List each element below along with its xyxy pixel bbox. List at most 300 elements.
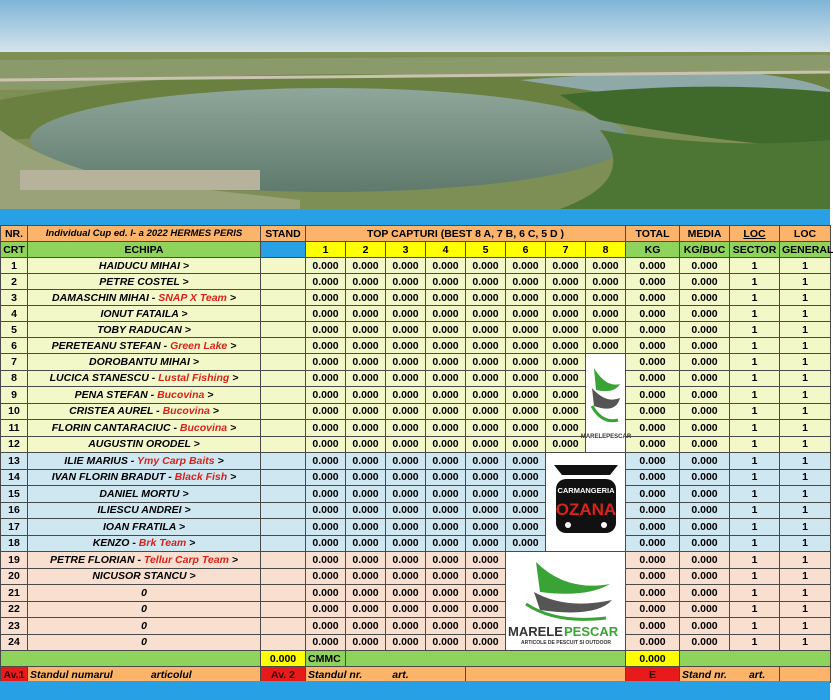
- stand-cell[interactable]: [261, 338, 306, 354]
- catch-value[interactable]: 0.000: [386, 322, 426, 338]
- sector-header: SECTOR: [730, 242, 780, 258]
- catch-value[interactable]: 0.000: [386, 469, 426, 486]
- loc-sector: 1: [730, 370, 780, 387]
- catch-value[interactable]: 0.000: [586, 274, 626, 290]
- catch-value[interactable]: 0.000: [426, 370, 466, 387]
- loc-sector: 1: [730, 290, 780, 306]
- stand-cell[interactable]: [261, 552, 306, 569]
- catch-value[interactable]: 0.000: [306, 354, 346, 371]
- loc-sector: 1: [730, 634, 780, 651]
- catch-value[interactable]: 0.000: [506, 535, 546, 552]
- row-arrow: >: [229, 291, 236, 304]
- loc-general: 1: [780, 469, 831, 486]
- catch-value[interactable]: 0.000: [346, 436, 386, 453]
- loc-sector: 1: [730, 519, 780, 536]
- table-row: [1, 634, 831, 651]
- catch-value[interactable]: 0.000: [306, 486, 346, 503]
- stand-cell[interactable]: [261, 403, 306, 420]
- total-kg: 0.000: [626, 290, 680, 306]
- catch-value[interactable]: 0.000: [426, 585, 466, 602]
- team-name: Ymy Carp Baits: [137, 454, 215, 467]
- catch-value[interactable]: 0.000: [346, 552, 386, 569]
- catch-value[interactable]: 0.000: [506, 370, 546, 387]
- catch-value[interactable]: 0.000: [466, 535, 506, 552]
- stand-cell[interactable]: [261, 420, 306, 437]
- row-arrow: >: [212, 405, 219, 418]
- catch-value[interactable]: 0.000: [586, 338, 626, 354]
- catch-value[interactable]: 0.000: [386, 306, 426, 322]
- loc-general: 1: [780, 436, 831, 453]
- stand-cell[interactable]: [261, 387, 306, 404]
- catch-value[interactable]: 0.000: [306, 370, 346, 387]
- media-kgbuc: 0.000: [680, 338, 730, 354]
- competitor-name: [28, 453, 261, 470]
- catch-value[interactable]: 0.000: [306, 453, 346, 470]
- catch-value[interactable]: 0.000: [506, 322, 546, 338]
- row-number: 24: [1, 634, 28, 651]
- catch-value[interactable]: 0.000: [426, 258, 466, 274]
- catch-value[interactable]: 0.000: [306, 306, 346, 322]
- sponsor-logo-cell: [580, 354, 632, 453]
- catch-value[interactable]: 0.000: [346, 290, 386, 306]
- catch-value[interactable]: 0.000: [306, 290, 346, 306]
- competitor-name-text: IOAN FRATILA: [103, 520, 176, 533]
- catch-value[interactable]: 0.000: [466, 274, 506, 290]
- e-label: E: [626, 667, 680, 683]
- row-number: 13: [1, 453, 28, 470]
- catch-value[interactable]: 0.000: [306, 274, 346, 290]
- stand-cell[interactable]: [261, 568, 306, 585]
- catch-value[interactable]: 0.000: [306, 568, 346, 585]
- stand-cell[interactable]: [261, 274, 306, 290]
- stand-cell[interactable]: [261, 502, 306, 519]
- catch-value[interactable]: 0.000: [346, 585, 386, 602]
- catch-value[interactable]: 0.000: [546, 370, 586, 387]
- loc-sector: 1: [730, 338, 780, 354]
- catch-value[interactable]: 0.000: [346, 354, 386, 371]
- header-row-2: [1, 242, 831, 258]
- catch-value[interactable]: 0.000: [546, 354, 586, 371]
- catch-value[interactable]: 0.000: [346, 322, 386, 338]
- catch-value[interactable]: 0.000: [426, 290, 466, 306]
- total-kg: 0.000: [626, 370, 680, 387]
- catch-value[interactable]: 0.000: [306, 535, 346, 552]
- catch-value[interactable]: 0.000: [506, 387, 546, 404]
- catch-value[interactable]: 0.000: [426, 568, 466, 585]
- catch-value[interactable]: 0.000: [546, 322, 586, 338]
- bottom-blue-bar: [0, 681, 830, 700]
- loc-sector: 1: [730, 552, 780, 569]
- catch-value[interactable]: 0.000: [466, 387, 506, 404]
- competitor-name: [28, 552, 261, 569]
- loc-general: 1: [780, 322, 831, 338]
- top-blue-bar: [0, 209, 830, 225]
- catch-value[interactable]: 0.000: [426, 338, 466, 354]
- catch-header-1: 1: [306, 242, 346, 258]
- team-name: Lustal Fishing: [158, 372, 230, 385]
- catch-value[interactable]: 0.000: [386, 258, 426, 274]
- catch-value[interactable]: 0.000: [306, 618, 346, 635]
- media-kgbuc: 0.000: [680, 453, 730, 470]
- row-number: 3: [1, 290, 28, 306]
- catch-value[interactable]: 0.000: [346, 338, 386, 354]
- catch-value[interactable]: 0.000: [426, 469, 466, 486]
- catch-value[interactable]: 0.000: [346, 601, 386, 618]
- catch-value[interactable]: 0.000: [426, 322, 466, 338]
- competitor-name: [28, 354, 261, 371]
- catch-value[interactable]: 0.000: [426, 601, 466, 618]
- total-kg: 0.000: [626, 436, 680, 453]
- catch-value[interactable]: 0.000: [386, 552, 426, 569]
- stand-cell[interactable]: [261, 601, 306, 618]
- total-sum-value: 0.000: [626, 651, 680, 667]
- row-arrow: >: [230, 339, 237, 352]
- total-kg: 0.000: [626, 585, 680, 602]
- header-row-1: [1, 226, 831, 242]
- catch-value[interactable]: 0.000: [586, 290, 626, 306]
- media-kgbuc: 0.000: [680, 618, 730, 635]
- catch-value[interactable]: 0.000: [546, 338, 586, 354]
- competitor-name: [28, 486, 261, 503]
- row-arrow: >: [232, 372, 239, 385]
- footer-empty: [346, 651, 626, 667]
- table-row: [1, 387, 831, 404]
- catch-value[interactable]: 0.000: [466, 453, 506, 470]
- catch-header-8: 8: [586, 242, 626, 258]
- catch-value[interactable]: 0.000: [386, 290, 426, 306]
- row-number: 15: [1, 486, 28, 503]
- av1-label: Av.1: [1, 667, 28, 683]
- loc-sector: 1: [730, 322, 780, 338]
- loc-sector: 1: [730, 502, 780, 519]
- stand-cell[interactable]: [261, 258, 306, 274]
- catch-value[interactable]: 0.000: [346, 519, 386, 536]
- stand-cell[interactable]: [261, 436, 306, 453]
- catch-value[interactable]: 0.000: [426, 453, 466, 470]
- catch-header-3: 3: [386, 242, 426, 258]
- table-row: [1, 354, 831, 371]
- competitor-name: [28, 568, 261, 585]
- catch-value[interactable]: 0.000: [386, 370, 426, 387]
- catch-value[interactable]: 0.000: [506, 274, 546, 290]
- stand-cell[interactable]: [261, 370, 306, 387]
- competitor-name-text: HAIDUCU MIHAI: [98, 259, 180, 272]
- row-number: 12: [1, 436, 28, 453]
- catch-value[interactable]: 0.000: [346, 618, 386, 635]
- catch-value[interactable]: 0.000: [386, 387, 426, 404]
- media-kgbuc: 0.000: [680, 354, 730, 371]
- loc-sector: 1: [730, 436, 780, 453]
- catch-value[interactable]: 0.000: [546, 274, 586, 290]
- catch-value[interactable]: 0.000: [426, 519, 466, 536]
- catch-value[interactable]: 0.000: [426, 634, 466, 651]
- row-arrow: >: [184, 323, 191, 336]
- catch-value[interactable]: 0.000: [586, 258, 626, 274]
- catch-value[interactable]: 0.000: [346, 453, 386, 470]
- table-row: [1, 519, 831, 536]
- catch-value[interactable]: 0.000: [466, 469, 506, 486]
- row-arrow: >: [182, 275, 189, 288]
- stand-cell[interactable]: [261, 486, 306, 503]
- catch-value[interactable]: 0.000: [426, 354, 466, 371]
- cmmc-label: CMMC: [306, 651, 346, 667]
- catch-value[interactable]: 0.000: [386, 519, 426, 536]
- catch-value[interactable]: 0.000: [306, 403, 346, 420]
- catch-value[interactable]: 0.000: [346, 634, 386, 651]
- catch-value[interactable]: 0.000: [346, 387, 386, 404]
- catch-header-2: 2: [346, 242, 386, 258]
- catch-value[interactable]: 0.000: [466, 634, 506, 651]
- catch-value[interactable]: 0.000: [306, 552, 346, 569]
- total-kg: 0.000: [626, 535, 680, 552]
- catch-value[interactable]: 0.000: [426, 274, 466, 290]
- svg-text:PESCAR: PESCAR: [564, 624, 619, 639]
- catch-value[interactable]: 0.000: [426, 552, 466, 569]
- total-kg: 0.000: [626, 420, 680, 437]
- row-number: 18: [1, 535, 28, 552]
- catch-value[interactable]: 0.000: [426, 436, 466, 453]
- catch-value[interactable]: 0.000: [466, 552, 506, 569]
- table-row: [1, 322, 831, 338]
- team-name: Black Fish: [174, 471, 228, 484]
- results-table: [0, 225, 831, 683]
- catch-value[interactable]: 0.000: [546, 403, 586, 420]
- catch-value[interactable]: 0.000: [346, 502, 386, 519]
- competitor-name-text: PENA STEFAN -: [74, 388, 158, 401]
- catch-value[interactable]: 0.000: [306, 519, 346, 536]
- catch-value[interactable]: 0.000: [466, 486, 506, 503]
- total-kg: 0.000: [626, 274, 680, 290]
- competitor-name: [28, 436, 261, 453]
- catch-value[interactable]: 0.000: [506, 420, 546, 437]
- row-number: 6: [1, 338, 28, 354]
- competitor-name: [28, 274, 261, 290]
- stand-cell[interactable]: [261, 322, 306, 338]
- catch-value[interactable]: 0.000: [386, 568, 426, 585]
- team-name: Tellur Carp Team: [143, 553, 229, 566]
- catch-value[interactable]: 0.000: [506, 453, 546, 470]
- catch-value[interactable]: 0.000: [346, 486, 386, 503]
- catch-value[interactable]: 0.000: [506, 354, 546, 371]
- row-arrow: >: [182, 487, 189, 500]
- catch-value[interactable]: 0.000: [546, 436, 586, 453]
- catch-value[interactable]: 0.000: [386, 354, 426, 371]
- table-row: [1, 370, 831, 387]
- catch-value[interactable]: 0.000: [346, 306, 386, 322]
- loc-general: 1: [780, 618, 831, 635]
- footer-empty: [680, 651, 831, 667]
- media-kgbuc: 0.000: [680, 306, 730, 322]
- catch-value[interactable]: 0.000: [306, 387, 346, 404]
- stand-cell[interactable]: [261, 453, 306, 470]
- stand-cell[interactable]: [261, 290, 306, 306]
- catch-value[interactable]: 0.000: [386, 634, 426, 651]
- total-kg: 0.000: [626, 306, 680, 322]
- catch-value[interactable]: 0.000: [586, 306, 626, 322]
- stand-cell[interactable]: [261, 535, 306, 552]
- catch-value[interactable]: 0.000: [386, 420, 426, 437]
- table-row: [1, 453, 831, 470]
- stand-cell[interactable]: [261, 519, 306, 536]
- loc-general: 1: [780, 535, 831, 552]
- media-kgbuc: 0.000: [680, 601, 730, 618]
- catch-value[interactable]: 0.000: [306, 258, 346, 274]
- catch-value[interactable]: 0.000: [506, 403, 546, 420]
- stand-cell[interactable]: [261, 585, 306, 602]
- team-name: Green Lake: [170, 339, 228, 352]
- catch-value[interactable]: 0.000: [426, 535, 466, 552]
- catch-value[interactable]: 0.000: [466, 618, 506, 635]
- catch-value[interactable]: 0.000: [466, 258, 506, 274]
- catch-value[interactable]: 0.000: [506, 290, 546, 306]
- catch-value[interactable]: 0.000: [426, 306, 466, 322]
- loc-sector: 1: [730, 618, 780, 635]
- stand-cell[interactable]: [261, 634, 306, 651]
- catch-value[interactable]: 0.000: [426, 502, 466, 519]
- catch-value[interactable]: 0.000: [386, 338, 426, 354]
- catch-value[interactable]: 0.000: [386, 436, 426, 453]
- catch-value[interactable]: 0.000: [346, 258, 386, 274]
- catch-value[interactable]: 0.000: [506, 258, 546, 274]
- catch-value[interactable]: 0.000: [346, 403, 386, 420]
- catch-value[interactable]: 0.000: [506, 306, 546, 322]
- row-number: 17: [1, 519, 28, 536]
- catch-value[interactable]: 0.000: [386, 453, 426, 470]
- catch-value[interactable]: 0.000: [346, 469, 386, 486]
- catch-value[interactable]: 0.000: [426, 618, 466, 635]
- catch-value[interactable]: 0.000: [506, 519, 546, 536]
- row-number: 1: [1, 258, 28, 274]
- media-kgbuc: 0.000: [680, 568, 730, 585]
- av2-label: Av. 2: [261, 667, 306, 683]
- catch-value[interactable]: 0.000: [346, 370, 386, 387]
- team-name: Brk Team: [138, 537, 187, 550]
- catch-value[interactable]: 0.000: [506, 486, 546, 503]
- loc-sector: 1: [730, 274, 780, 290]
- catch-value[interactable]: 0.000: [386, 274, 426, 290]
- catch-value[interactable]: 0.000: [306, 601, 346, 618]
- catch-value[interactable]: 0.000: [546, 290, 586, 306]
- table-row: [1, 258, 831, 274]
- catch-value[interactable]: 0.000: [466, 519, 506, 536]
- competitor-name-text: 0: [141, 586, 147, 599]
- competitor-name: [28, 258, 261, 274]
- row-arrow: >: [181, 307, 188, 320]
- competitor-name-text: PETRE FLORIAN -: [50, 553, 144, 566]
- catch-value[interactable]: 0.000: [466, 338, 506, 354]
- loc-general: 1: [780, 634, 831, 651]
- catch-value[interactable]: 0.000: [466, 436, 506, 453]
- media-kgbuc: 0.000: [680, 535, 730, 552]
- catch-value[interactable]: 0.000: [426, 403, 466, 420]
- row-arrow: >: [207, 388, 214, 401]
- loc-general: 1: [780, 387, 831, 404]
- catch-value[interactable]: 0.000: [346, 274, 386, 290]
- catch-value[interactable]: 0.000: [386, 535, 426, 552]
- catch-value[interactable]: 0.000: [546, 258, 586, 274]
- loc-general: 1: [780, 552, 831, 569]
- catch-value[interactable]: 0.000: [466, 601, 506, 618]
- catch-value[interactable]: 0.000: [466, 354, 506, 371]
- row-arrow: >: [230, 471, 237, 484]
- catch-value[interactable]: 0.000: [466, 306, 506, 322]
- row-number: 10: [1, 403, 28, 420]
- catch-value[interactable]: 0.000: [306, 634, 346, 651]
- catch-value[interactable]: 0.000: [466, 420, 506, 437]
- catch-value[interactable]: 0.000: [346, 420, 386, 437]
- catch-value[interactable]: 0.000: [426, 420, 466, 437]
- catch-value[interactable]: 0.000: [466, 568, 506, 585]
- stand-header: STAND: [261, 226, 306, 242]
- catch-value[interactable]: 0.000: [386, 601, 426, 618]
- table-row: [1, 601, 831, 618]
- catch-value[interactable]: 0.000: [506, 469, 546, 486]
- articolul-label: articolul: [150, 668, 192, 681]
- svg-text:MARELEPESCAR: MARELEPESCAR: [580, 434, 632, 440]
- catch-value[interactable]: 0.000: [586, 322, 626, 338]
- catch-value[interactable]: 0.000: [346, 535, 386, 552]
- competitor-name: [28, 306, 261, 322]
- total-kg: 0.000: [626, 618, 680, 635]
- stand-cell[interactable]: [261, 354, 306, 371]
- catch-value[interactable]: 0.000: [506, 338, 546, 354]
- loc-sector: 1: [730, 469, 780, 486]
- catch-value[interactable]: 0.000: [466, 585, 506, 602]
- catch-value[interactable]: 0.000: [466, 370, 506, 387]
- catch-value[interactable]: 0.000: [346, 568, 386, 585]
- catch-value[interactable]: 0.000: [506, 502, 546, 519]
- catch-value[interactable]: 0.000: [466, 290, 506, 306]
- echipa-header: ECHIPA: [28, 242, 261, 258]
- catch-value[interactable]: 0.000: [426, 387, 466, 404]
- stand-cell[interactable]: [261, 306, 306, 322]
- catch-value[interactable]: 0.000: [546, 420, 586, 437]
- catch-value[interactable]: 0.000: [306, 420, 346, 437]
- catch-value[interactable]: 0.000: [386, 403, 426, 420]
- catch-value[interactable]: 0.000: [386, 502, 426, 519]
- catch-value[interactable]: 0.000: [386, 618, 426, 635]
- catch-value[interactable]: 0.000: [306, 585, 346, 602]
- row-arrow: >: [189, 537, 196, 550]
- loc-general: 1: [780, 420, 831, 437]
- row-number: 22: [1, 601, 28, 618]
- catch-value[interactable]: 0.000: [426, 486, 466, 503]
- catch-value[interactable]: 0.000: [306, 436, 346, 453]
- catch-value[interactable]: 0.000: [546, 387, 586, 404]
- catch-value[interactable]: 0.000: [546, 306, 586, 322]
- catch-value[interactable]: 0.000: [306, 469, 346, 486]
- competitor-name: [28, 290, 261, 306]
- stand-cell[interactable]: [261, 618, 306, 635]
- catch-value[interactable]: 0.000: [466, 403, 506, 420]
- catch-value[interactable]: 0.000: [386, 585, 426, 602]
- competitor-name: [28, 322, 261, 338]
- catch-value[interactable]: 0.000: [386, 486, 426, 503]
- stand-cell[interactable]: [261, 469, 306, 486]
- media-kgbuc: 0.000: [680, 469, 730, 486]
- catch-value[interactable]: 0.000: [466, 502, 506, 519]
- marelepescar-logo-big: [506, 552, 626, 646]
- row-number: 23: [1, 618, 28, 635]
- catch-value[interactable]: 0.000: [506, 436, 546, 453]
- catch-value[interactable]: 0.000: [306, 322, 346, 338]
- stand-sum-value: 0.000: [261, 651, 306, 667]
- media-header: MEDIA: [680, 226, 730, 242]
- catch-value[interactable]: 0.000: [306, 502, 346, 519]
- catch-value[interactable]: 0.000: [306, 338, 346, 354]
- catch-value[interactable]: 0.000: [466, 322, 506, 338]
- row-number: 9: [1, 387, 28, 404]
